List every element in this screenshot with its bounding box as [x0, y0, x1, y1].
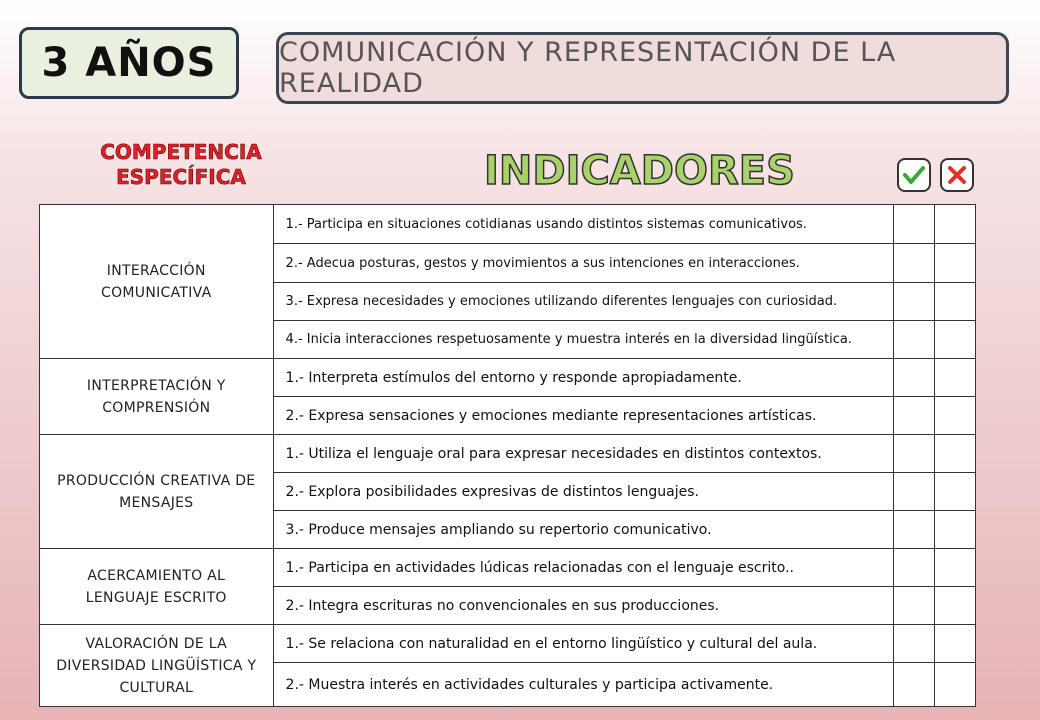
cross-cell[interactable]	[935, 205, 976, 244]
table-row	[40, 359, 976, 397]
competencia-cell: PRODUCCIÓN CREATIVA DE MENSAJES	[40, 435, 274, 549]
indicador-cell: 2.- Integra escrituras no convencionales en sus producciones.	[273, 587, 894, 625]
cross-cell[interactable]	[935, 549, 976, 587]
indicador-cell: 3.- Expresa necesidades y emociones utilizando diferentes lenguajes con curiosidad.	[273, 283, 894, 321]
table-row	[40, 549, 976, 587]
indicador-cell: 2.- Muestra interés en actividades culturales y participa activamente.	[273, 663, 894, 707]
area-title-box	[276, 32, 1009, 104]
check-cell[interactable]	[894, 397, 935, 435]
cross-cell[interactable]	[935, 663, 976, 707]
indicador-cell: 1.- Se relaciona con naturalidad en el entorno lingüístico y cultural del aula.	[273, 625, 894, 663]
table-row	[40, 625, 976, 663]
competencia-cell: INTERPRETACIÓN Y COMPRENSIÓN	[40, 359, 274, 435]
indicador-cell: 3.- Produce mensajes ampliando su repertorio comunicativo.	[273, 511, 894, 549]
indicador-cell: 1.- Participa en situaciones cotidianas usando distintos sistemas comunicativos.	[273, 205, 894, 244]
check-cell[interactable]	[894, 511, 935, 549]
check-cell[interactable]	[894, 359, 935, 397]
cross-cell[interactable]	[935, 244, 976, 283]
competencia-cell: ACERCAMIENTO AL LENGUAJE ESCRITO	[40, 549, 274, 625]
indicador-cell: 1.- Interpreta estímulos del entorno y responde apropiadamente.	[273, 359, 894, 397]
check-cell[interactable]	[894, 625, 935, 663]
cross-cell[interactable]	[935, 511, 976, 549]
check-cell[interactable]	[894, 283, 935, 321]
indicador-cell: 2.- Explora posibilidades expresivas de distintos lenguajes.	[273, 473, 894, 511]
cross-cell[interactable]	[935, 397, 976, 435]
table-row	[40, 205, 976, 244]
check-cell[interactable]	[894, 244, 935, 283]
indicadores-heading: INDICADORES	[484, 148, 795, 194]
competencia-heading: COMPETENCIA ESPECÍFICA	[100, 140, 262, 189]
cross-cell[interactable]	[935, 625, 976, 663]
cross-cell[interactable]	[935, 435, 976, 473]
check-cell[interactable]	[894, 435, 935, 473]
cross-cell[interactable]	[935, 283, 976, 321]
indicador-cell: 1.- Utiliza el lenguaje oral para expresar necesidades en distintos contextos.	[273, 435, 894, 473]
competencia-cell: INTERACCIÓN COMUNICATIVA	[40, 205, 274, 359]
age-label-box	[19, 27, 239, 99]
cross-cell[interactable]	[935, 359, 976, 397]
cross-icon	[940, 158, 974, 192]
cross-cell[interactable]	[935, 321, 976, 359]
cross-cell[interactable]	[935, 473, 976, 511]
check-cell[interactable]	[894, 321, 935, 359]
indicador-cell: 2.- Expresa sensaciones y emociones mediante representaciones artísticas.	[273, 397, 894, 435]
indicador-cell: 1.- Participa en actividades lúdicas relacionadas con el lenguaje escrito..	[273, 549, 894, 587]
check-cell[interactable]	[894, 663, 935, 707]
cross-cell[interactable]	[935, 587, 976, 625]
indicador-cell: 2.- Adecua posturas, gestos y movimientos a sus intenciones en interacciones.	[273, 244, 894, 283]
check-cell[interactable]	[894, 549, 935, 587]
check-cell[interactable]	[894, 205, 935, 244]
indicador-cell: 4.- Inicia interacciones respetuosamente y muestra interés en la diversidad lingüística.	[273, 321, 894, 359]
competencia-cell: VALORACIÓN DE LA DIVERSIDAD LINGÜÍSTICA Y CULTURAL	[40, 625, 274, 707]
check-icon	[897, 158, 931, 192]
indicators-table	[39, 204, 976, 707]
table-row	[40, 435, 976, 473]
check-cell[interactable]	[894, 587, 935, 625]
check-cell[interactable]	[894, 473, 935, 511]
age-label: 3 AÑOS	[41, 40, 217, 86]
area-title: COMUNICACIÓN Y REPRESENTACIÓN DE LA REALIDAD	[279, 37, 897, 99]
